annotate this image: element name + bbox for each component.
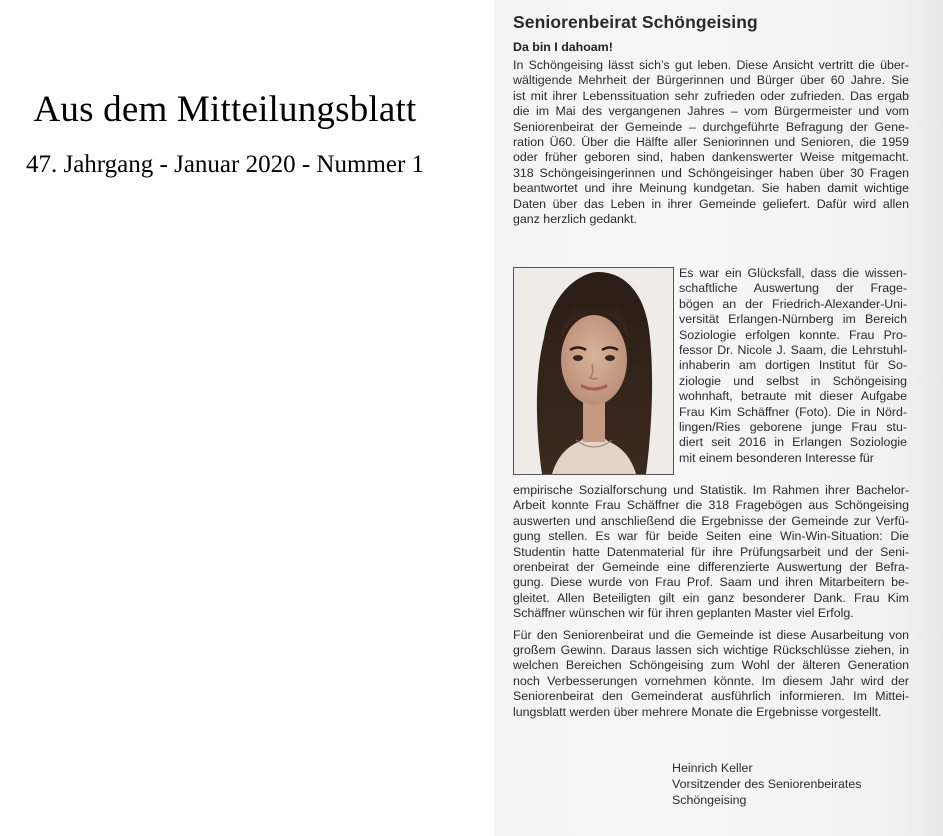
text-line: versität Erlangen-Nürnberg im Bereich xyxy=(679,312,907,327)
text-line: empirische Sozialforschung und Statistik. Im Rahmen ihrer Bachelor- xyxy=(513,483,909,497)
text-line: Seniorenbeirat den Gemeinderat ausführlich informieren. Im Mittei- xyxy=(513,689,909,704)
text-line: die im Mai des vergangenen Jahres – vom Bürgermeister und vom xyxy=(513,104,909,119)
text-line: Arbeit konnte Frau Schäffner die 318 Fragebögen aus Schöngeising xyxy=(513,498,909,513)
text-line: noch Verbesserungen vornehmen könnte. Im diesem Jahr wird der xyxy=(513,673,909,688)
text-line: ist mit ihrer Lebenssituation sehr zufrieden oder zufrieden. Das ergab xyxy=(513,88,909,103)
text-line: lingen/Ries geborene junge Frau stu- xyxy=(679,420,907,435)
signature-role: Vorsitzender des Seniorenbeirates xyxy=(672,777,862,791)
article-headline: Seniorenbeirat Schöngeising xyxy=(513,12,758,32)
text-line: Für den Seniorenbeirat und die Gemeinde ist diese Ausarbeitung von xyxy=(513,627,909,642)
text-line: bögen an der Friedrich-Alexander-Uni- xyxy=(679,296,907,311)
portrait-illustration xyxy=(514,268,673,474)
text-line: Soziologie erfolgen konnte. Frau Pro- xyxy=(679,327,907,342)
text-line: oder früher geboren sind, haben dankenswerter Weise mitgemacht. xyxy=(513,150,909,165)
text-line: fessor Dr. Nicole J. Saam, die Lehrstuhl- xyxy=(679,343,907,358)
text-line: welchen Bereichen Schöngeising zum Wohl der älteren Generation xyxy=(513,658,909,673)
text-line: wohnhaft, betraute mit dieser Aufgabe xyxy=(679,389,907,404)
paragraph-2-beside-photo xyxy=(679,266,907,466)
text-line: Daten über das Leben in ihrer Gemeinde geliefert. Dafür wird allen xyxy=(513,196,909,211)
text-line: ration Ü60. Über die Hälfte aller Seniorinnen und Senioren, die 1959 xyxy=(513,135,909,150)
text-line: Es war ein Glücksfall, dass die wissen- xyxy=(679,266,907,280)
text-line: gleitet. Allen Beteiligten gilt ein ganz besonderer Dank. Frau Kim xyxy=(513,590,909,605)
text-line: mit einem besonderen Interesse für xyxy=(679,450,874,465)
text-line: Schäffner wünschen wir für ihren geplanten Master viel Erfolg. xyxy=(513,606,854,621)
text-line: schaftliche Auswertung der Frage- xyxy=(679,281,907,296)
text-line: wältigende Mehrheit der Bürgerinnen und Bürger über 60 Jahre. Sie xyxy=(513,73,909,88)
text-line: In Schöngeising lässt sich’s gut leben. Diese Ansicht vertritt die über- xyxy=(513,58,909,72)
article-continued xyxy=(513,483,909,720)
text-line: 318 Schöngeisingerinnen und Schöngeisinger haben über 30 Fragen xyxy=(513,165,909,180)
text-line: ganz herzlich gedankt. xyxy=(513,212,637,227)
text-line: ziologie und selbst in Schöngeising xyxy=(679,373,907,388)
text-line: gung stellen. Es war für beide Seiten eine Win-Win-Situation: Die xyxy=(513,529,909,544)
article-subheadline: Da bin I dahoam! xyxy=(513,40,613,54)
paragraph-3 xyxy=(513,628,909,720)
paragraph-2-below-photo xyxy=(513,483,909,622)
text-line: diert seit 2016 in Erlangen Soziologie xyxy=(679,435,907,450)
text-line: lungsblatt werden über mehrere Monate die Ergebnisse vorgestellt. xyxy=(513,704,882,719)
text-line: beantwortet und ihre Meinung kundgetan. Sie haben damit wichtige xyxy=(513,181,909,196)
portrait-photo xyxy=(513,267,674,475)
text-line: Studentin hatte Datenmaterial für ihre Prüfungsarbeit und der Seni- xyxy=(513,544,909,559)
text-line: auswerten und anschließend die Ergebnisse der Gemeinde zur Verfü- xyxy=(513,513,909,528)
text-line: Frau Kim Schäffner (Foto). Die in Nörd- xyxy=(679,404,907,419)
text-line: gung. Diese wurde von Frau Prof. Saam und ihren Mitarbeitern be- xyxy=(513,575,909,590)
text-line: inhaberin am dortigen Institut für So- xyxy=(679,358,907,373)
text-line: großem Gewinn. Daraus lassen sich wichtige Rückschlüsse ziehen, in xyxy=(513,643,909,658)
signature-name: Heinrich Keller xyxy=(672,761,753,775)
signature xyxy=(672,760,861,808)
text-line: Seniorenbeirat der Gemeinde – durchgeführte Befragung der Gene- xyxy=(513,119,909,134)
article xyxy=(513,12,909,227)
signature-place: Schöngeising xyxy=(672,793,747,807)
paragraph-1 xyxy=(513,58,909,227)
caption-title: Aus dem Mitteilungsblatt xyxy=(33,89,417,130)
caption-issue: 47. Jahrgang - Januar 2020 - Nummer 1 xyxy=(25,151,425,178)
text-line: orenbeirat der Gemeinde eine differenzierte Auswertung der Befra- xyxy=(513,560,909,575)
